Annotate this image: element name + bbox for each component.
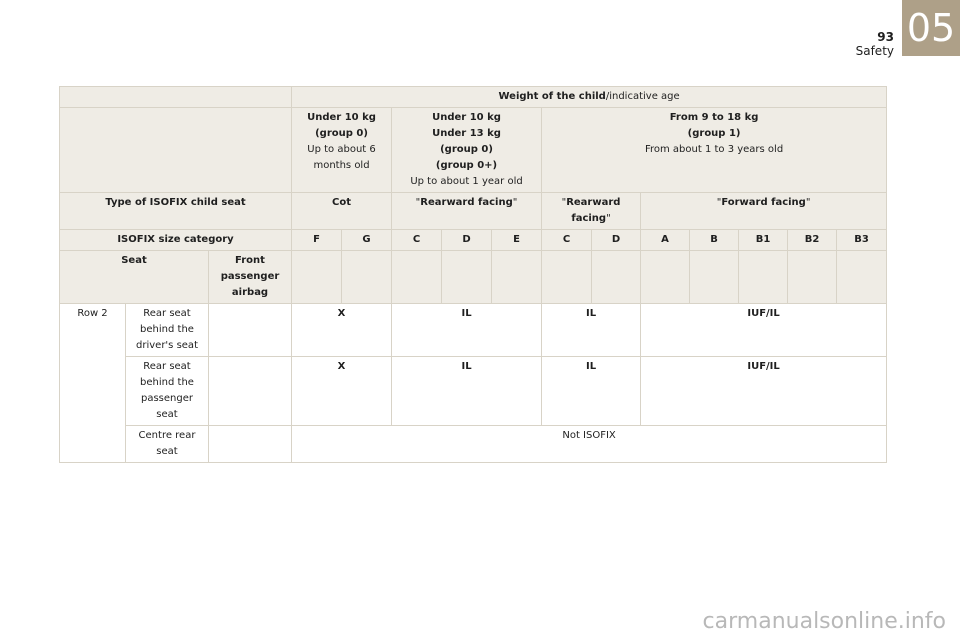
empty-cell xyxy=(592,251,641,304)
empty-cell xyxy=(442,251,492,304)
seat-label: Seat xyxy=(60,251,209,304)
size-cat: C xyxy=(392,230,442,251)
weight-header-row xyxy=(60,87,887,108)
type-forward: "Forward facing" xyxy=(641,193,887,230)
type-cot: Cot xyxy=(292,193,392,230)
weight-header: Weight of the child/indicative age xyxy=(292,87,887,108)
table-row xyxy=(60,357,887,426)
type-rearward-2: "Rearward facing" xyxy=(542,193,641,230)
empty-cell xyxy=(690,251,739,304)
size-label: ISOFIX size category xyxy=(60,230,292,251)
seat-position: Rear seat behind the passenger seat xyxy=(126,357,209,426)
group-1-cell: From 9 to 18 kg (group 1) From about 1 to 3 years old xyxy=(542,108,887,193)
seat-position: Rear seat behind the driver's seat xyxy=(126,304,209,357)
airbag-label: Front passenger airbag xyxy=(209,251,292,304)
group-0-cell: Under 10 kg (group 0) Up to about 6 months old xyxy=(292,108,392,193)
compat-value: IL xyxy=(542,357,641,426)
empty-cell xyxy=(641,251,690,304)
table-row xyxy=(60,426,887,463)
chapter-tab: 05 xyxy=(902,0,960,56)
size-cat: D xyxy=(592,230,641,251)
empty-cell xyxy=(788,251,837,304)
not-isofix-note: Not ISOFIX xyxy=(292,426,887,463)
size-cat: B3 xyxy=(837,230,887,251)
compat-value: IL xyxy=(392,304,542,357)
empty-cell xyxy=(542,251,592,304)
size-cat: F xyxy=(292,230,342,251)
compat-value: IL xyxy=(392,357,542,426)
size-cat: D xyxy=(442,230,492,251)
group-row xyxy=(60,108,887,193)
row-2-label: Row 2 xyxy=(60,304,126,463)
empty-cell xyxy=(209,357,292,426)
seat-header-row xyxy=(60,251,887,304)
size-cat: B1 xyxy=(739,230,788,251)
empty-cell xyxy=(342,251,392,304)
empty-cell xyxy=(492,251,542,304)
empty-cell xyxy=(739,251,788,304)
compat-value: X xyxy=(292,304,392,357)
watermark: carmanualsonline.info xyxy=(702,609,946,634)
empty-cell xyxy=(60,87,292,108)
empty-cell xyxy=(392,251,442,304)
size-cat: C xyxy=(542,230,592,251)
empty-cell xyxy=(292,251,342,304)
seat-position: Centre rear seat xyxy=(126,426,209,463)
size-cat: B2 xyxy=(788,230,837,251)
group-0plus-cell: Under 10 kg Under 13 kg (group 0) (group 0+) Up to about 1 year old xyxy=(392,108,542,193)
size-row xyxy=(60,230,887,251)
page-number: 93 xyxy=(877,30,894,44)
empty-cell xyxy=(209,426,292,463)
compat-value: IUF/IL xyxy=(641,357,887,426)
size-cat: G xyxy=(342,230,392,251)
compat-value: IL xyxy=(542,304,641,357)
type-label: Type of ISOFIX child seat xyxy=(60,193,292,230)
isofix-table xyxy=(59,86,887,463)
empty-cell xyxy=(60,108,292,193)
type-row xyxy=(60,193,887,230)
type-rearward-1: "Rearward facing" xyxy=(392,193,542,230)
table-row xyxy=(60,304,887,357)
empty-cell xyxy=(837,251,887,304)
size-cat: A xyxy=(641,230,690,251)
compat-value: IUF/IL xyxy=(641,304,887,357)
section-title: Safety xyxy=(855,44,894,58)
size-cat: E xyxy=(492,230,542,251)
compat-value: X xyxy=(292,357,392,426)
empty-cell xyxy=(209,304,292,357)
size-cat: B xyxy=(690,230,739,251)
